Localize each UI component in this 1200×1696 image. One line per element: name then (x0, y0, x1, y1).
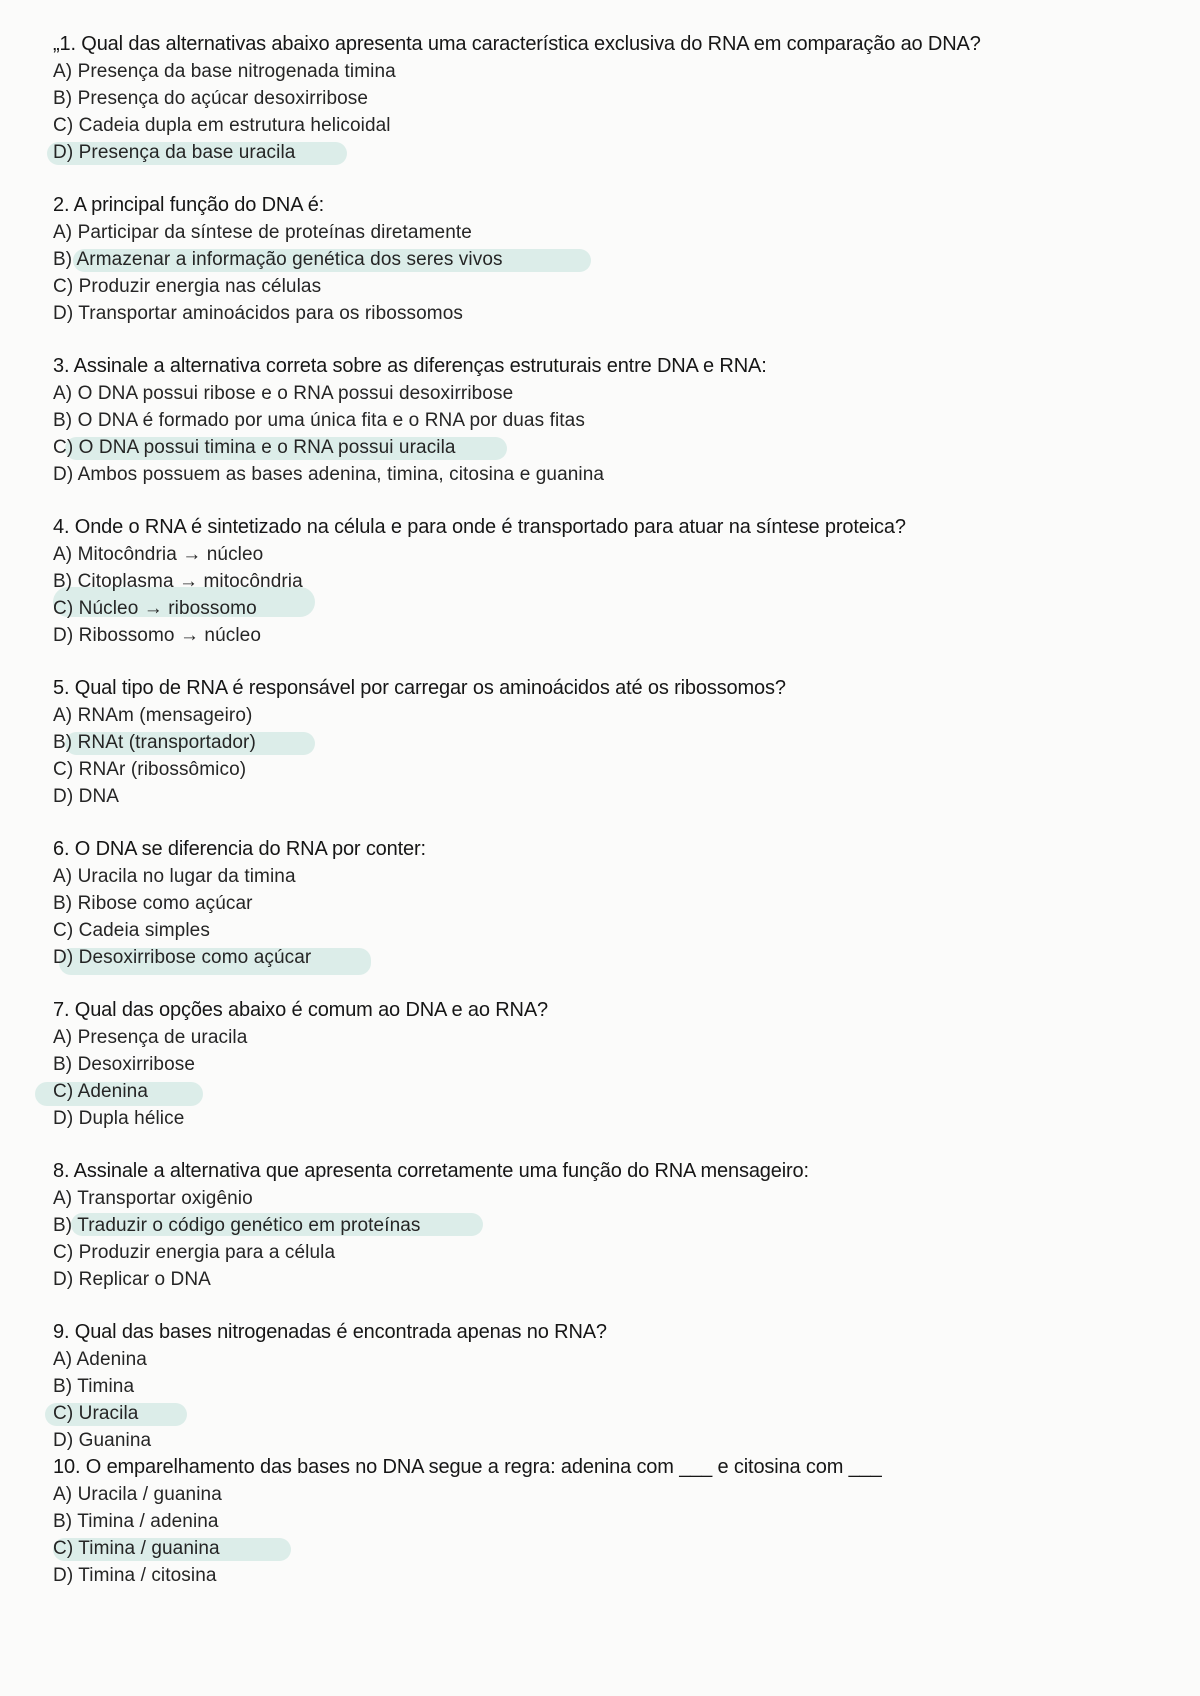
option-d: D) Ambos possuem as bases adenina, timina, citosina e guanina (53, 464, 605, 485)
question-5 (53, 675, 1153, 810)
option-a: A) Uracila / guanina (53, 1484, 222, 1505)
option-b: B) Desoxirribose (53, 1054, 196, 1075)
option-c: C) Cadeia simples (53, 920, 210, 941)
option-d: D) Ribossomo → núcleo (53, 625, 262, 646)
option-c-highlighted: C) Uracila (53, 1400, 1153, 1427)
option-b: B) Ribose como açúcar (53, 893, 253, 914)
option-c-highlighted: C) Núcleo → ribossomo (53, 595, 1153, 622)
question-3 (53, 353, 1153, 488)
option-c-highlighted: C) Timina / guanina (53, 1535, 1153, 1562)
option-a: A) Adenina (53, 1349, 147, 1370)
question-title: 7. Qual das opções abaixo é comum ao DNA e ao RNA? (53, 999, 549, 1021)
option-c: C) Produzir energia nas células (53, 276, 322, 297)
option-a: A) RNAm (mensageiro) (53, 705, 253, 726)
option-b: B) Citoplasma → mitocôndria (53, 571, 303, 592)
quiz-document (53, 31, 1153, 1615)
question-9 (53, 1319, 1153, 1454)
option-a: A) O DNA possui ribose e o RNA possui desoxirribose (53, 383, 514, 404)
option-d: D) Guanina (53, 1430, 152, 1451)
option-c-highlighted: C) O DNA possui timina e o RNA possui uracila (53, 434, 1153, 461)
question-title: 5. Qual tipo de RNA é responsável por carregar os aminoácidos até os ribossomos? (53, 677, 786, 699)
question-6 (53, 836, 1153, 971)
question-4 (53, 514, 1153, 649)
question-7 (53, 997, 1153, 1132)
question-title: 2. A principal função do DNA é: (53, 194, 325, 216)
question-title: 10. O emparelhamento das bases no DNA segue a regra: adenina com ___ e citosina com ___ (53, 1456, 882, 1478)
option-b: B) O DNA é formado por uma única fita e o RNA por duas fitas (53, 410, 585, 431)
question-10 (53, 1454, 1153, 1589)
question-title: „1. Qual das alternativas abaixo apresenta uma característica exclusiva do RNA em comparação ao DNA? (53, 33, 981, 55)
option-c: C) Produzir energia para a célula (53, 1242, 336, 1263)
question-title: 3. Assinale a alternativa correta sobre as diferenças estruturais entre DNA e RNA: (53, 355, 767, 377)
question-title: 6. O DNA se diferencia do RNA por conter: (53, 838, 426, 860)
option-c: C) RNAr (ribossômico) (53, 759, 247, 780)
option-b: B) Timina (53, 1376, 135, 1397)
question-1 (53, 31, 1153, 166)
option-d: D) Transportar aminoácidos para os ribossomos (53, 303, 464, 324)
option-d: D) Timina / citosina (53, 1565, 217, 1586)
option-d: D) Replicar o DNA (53, 1269, 211, 1290)
option-d: D) Dupla hélice (53, 1108, 185, 1129)
option-b-highlighted: B) RNAt (transportador) (53, 729, 1153, 756)
option-d-highlighted: D) Presença da base uracila (53, 139, 1153, 166)
option-a: A) Mitocôndria → núcleo (53, 544, 264, 565)
option-d: D) DNA (53, 786, 120, 807)
question-title: 9. Qual das bases nitrogenadas é encontrada apenas no RNA? (53, 1321, 607, 1343)
option-a: A) Participar da síntese de proteínas diretamente (53, 222, 472, 243)
question-2 (53, 192, 1153, 327)
question-8 (53, 1158, 1153, 1293)
option-b-highlighted: B) Traduzir o código genético em proteínas (53, 1212, 1153, 1239)
option-a: A) Presença de uracila (53, 1027, 248, 1048)
question-title: 4. Onde o RNA é sintetizado na célula e para onde é transportado para atuar na síntese proteica? (53, 516, 906, 538)
option-d-highlighted: D) Desoxirribose como açúcar (53, 944, 1153, 971)
option-a: A) Transportar oxigênio (53, 1188, 253, 1209)
option-c: C) Cadeia dupla em estrutura helicoidal (53, 115, 391, 136)
option-b: B) Presença do açúcar desoxirribose (53, 88, 369, 109)
option-b-highlighted: B) Armazenar a informação genética dos seres vivos (53, 246, 1153, 273)
option-b: B) Timina / adenina (53, 1511, 219, 1532)
option-c-highlighted: C) Adenina (53, 1078, 1153, 1105)
option-a: A) Uracila no lugar da timina (53, 866, 296, 887)
question-title: 8. Assinale a alternativa que apresenta corretamente uma função do RNA mensageiro: (53, 1160, 809, 1182)
option-a: A) Presença da base nitrogenada timina (53, 61, 396, 82)
